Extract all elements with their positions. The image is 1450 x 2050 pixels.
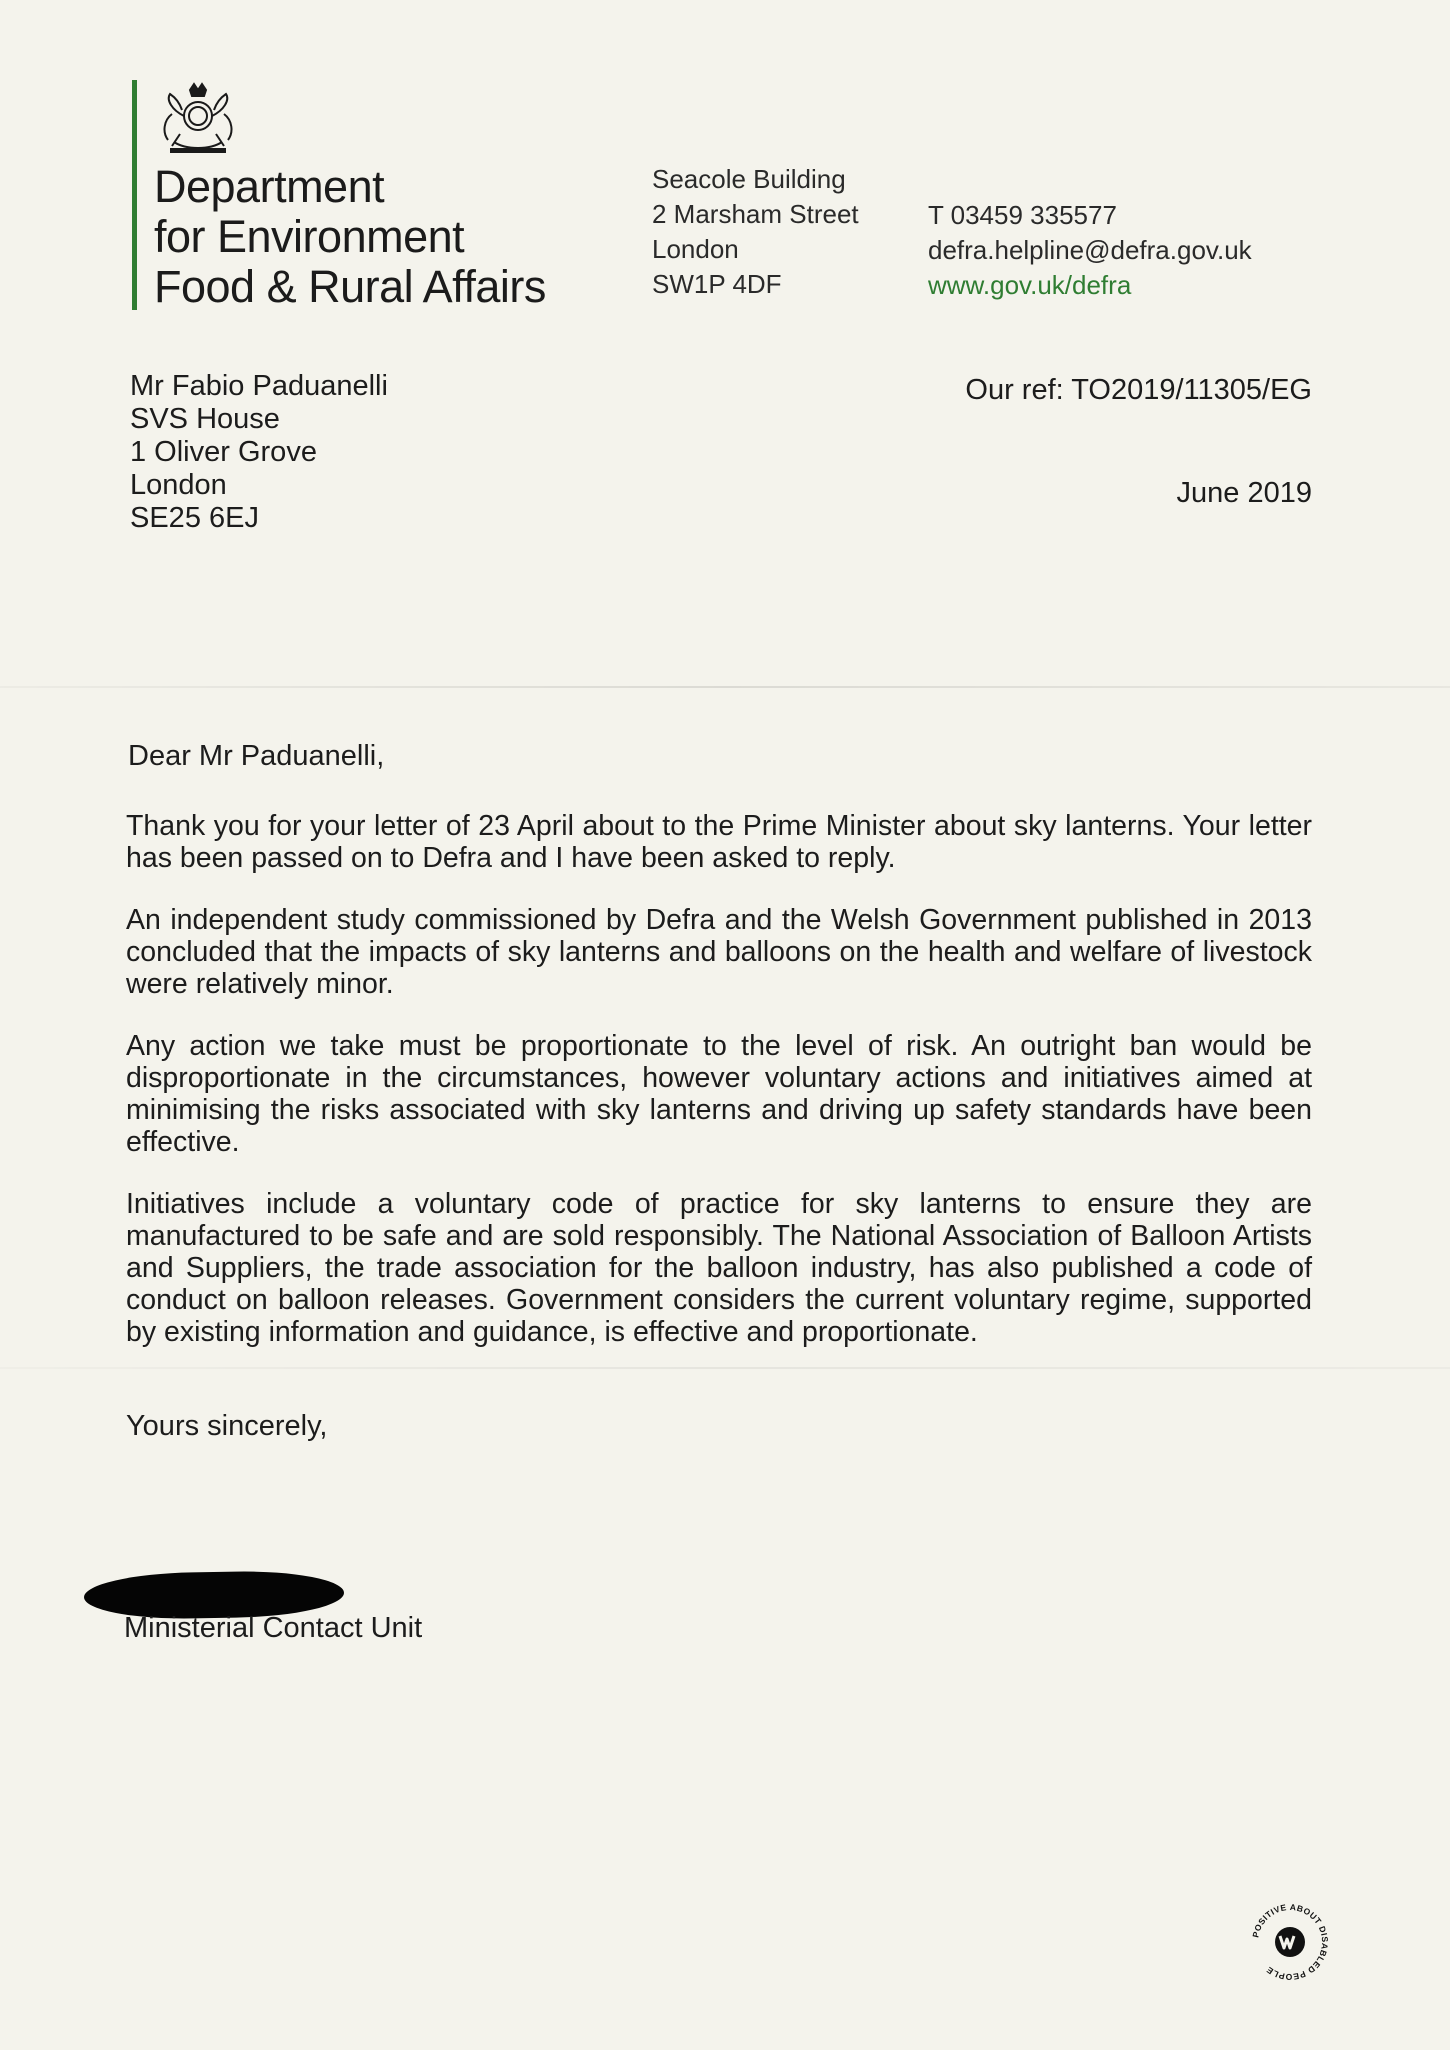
sender-contact	[928, 198, 1252, 303]
address-line: London	[652, 234, 739, 264]
fold-line	[0, 686, 1450, 688]
salutation: Dear Mr Paduanelli,	[128, 740, 385, 772]
body-paragraph: An independent study commissioned by Defra and the Welsh Government published in 2013 concluded that the impacts of sky lanterns and balloons on the health and welfare of livestock were relatively minor.	[126, 904, 1312, 1000]
recipient-line: 1 Oliver Grove	[130, 436, 317, 468]
recipient-address	[130, 370, 388, 535]
phone-number: T 03459 335577	[928, 200, 1117, 230]
reference-number: Our ref: TO2019/11305/EG	[965, 374, 1312, 406]
email-address: defra.helpline@defra.gov.uk	[928, 235, 1252, 265]
body-paragraph: Initiatives include a voluntary code of practice for sky lanterns to ensure they are manufactured to be safe and are sold responsibly. The National Association of Balloon Artists and Suppliers, the trade association for the balloon industry, has also published a code of conduct on balloon releases. Government considers the current voluntary regime, supported by existing information and guidance, is effective and proportionate.	[126, 1188, 1312, 1348]
letter-date: June 2019	[1176, 477, 1312, 509]
recipient-line: London	[130, 469, 227, 501]
department-name-line: Food & Rural Affairs	[154, 261, 546, 312]
signatory-unit: Ministerial Contact Unit	[124, 1612, 423, 1644]
recipient-line: SE25 6EJ	[130, 502, 259, 534]
royal-coat-of-arms-icon	[150, 80, 246, 160]
recipient-line: Mr Fabio Paduanelli	[130, 370, 388, 402]
website-link[interactable]: www.gov.uk/defra	[928, 270, 1132, 300]
brand-bar	[132, 80, 137, 310]
letter-body	[126, 810, 1312, 1378]
closing: Yours sincerely,	[126, 1410, 328, 1442]
address-line: Seacole Building	[652, 164, 846, 194]
department-name	[154, 162, 546, 312]
body-paragraph: Any action we take must be proportionate to the level of risk. An outright ban would be disproportionate in the circumstances, however voluntary actions and initiatives aimed at minimising the risks associated with sky lanterns and driving up safety standards have been effective.	[126, 1030, 1312, 1158]
positive-about-disabled-people-icon	[1240, 1892, 1340, 1992]
department-name-line: Department	[154, 161, 385, 212]
svg-text:POSITIVE ABOUT DISABLED PEOPLE: POSITIVE ABOUT DISABLED PEOPLE	[1250, 1901, 1331, 1983]
address-line: SW1P 4DF	[652, 269, 782, 299]
sender-address	[652, 162, 859, 302]
department-name-line: for Environment	[154, 211, 465, 262]
body-paragraph: Thank you for your letter of 23 April about to the Prime Minister about sky lanterns. Your letter has been passed on to Defra and I have been asked to reply.	[126, 810, 1312, 874]
recipient-line: SVS House	[130, 403, 280, 435]
address-line: 2 Marsham Street	[652, 199, 859, 229]
